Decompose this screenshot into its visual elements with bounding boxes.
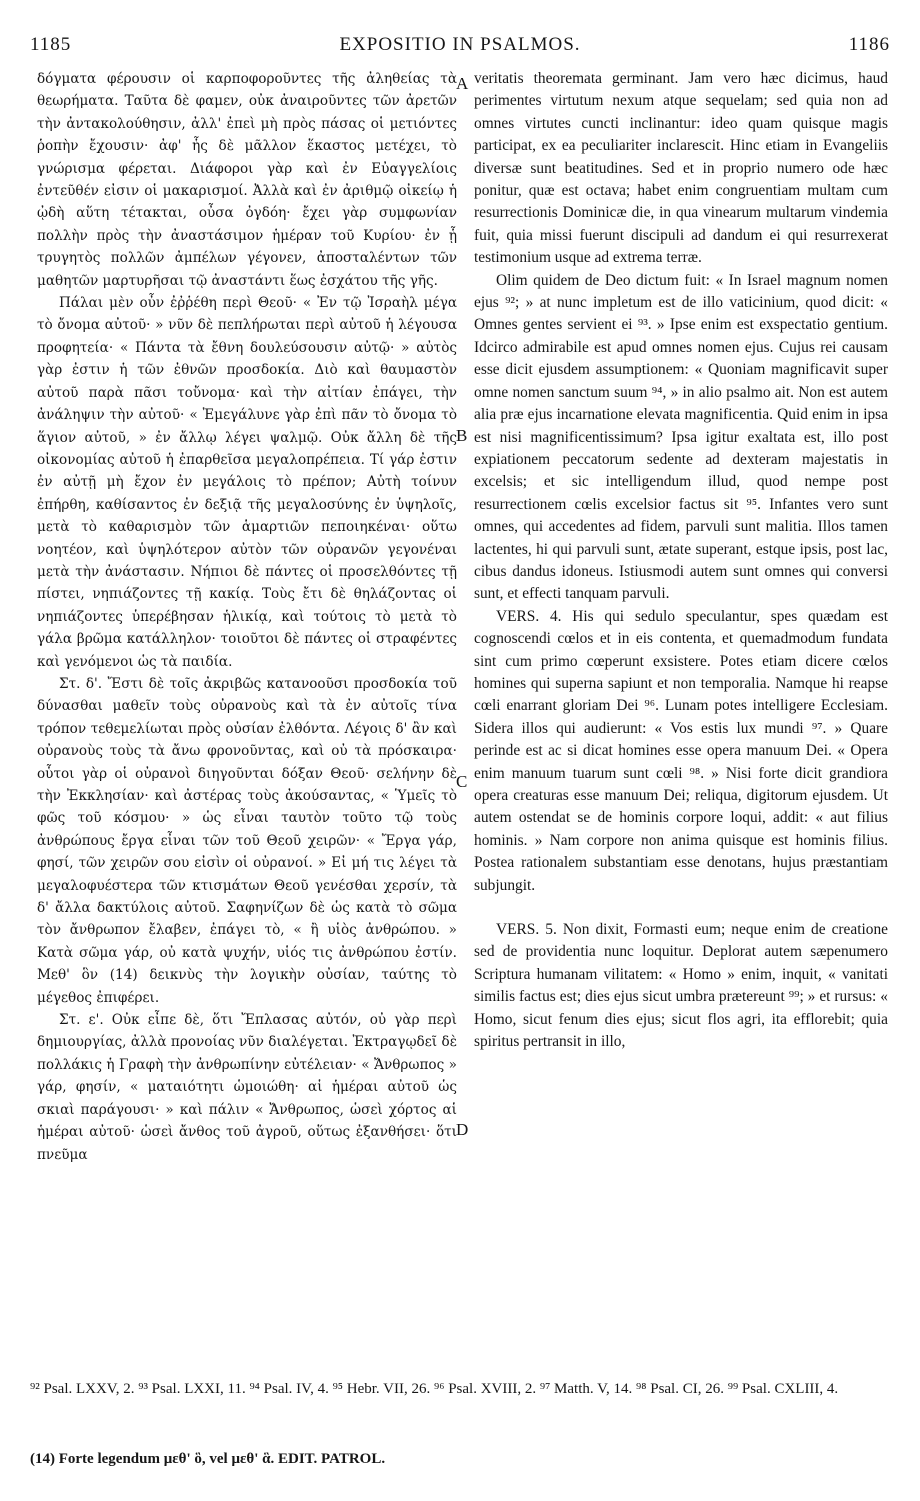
greek-paragraph: Στ. ε'. Οὐκ εἶπε δὲ, ὅτι Ἔπλασας αὐτόν, οὐ γὰρ περὶ δημιουργίας, ἀλλὰ προνοίας νῦν διαλέγεται. Ἐκτραγῳδεῖ δὲ πολλάκις ἡ Γραφὴ τὴν ἀνθρωπίνην εὐτέλειαν· « Ἄνθρωπος » γάρ, φησίν, « ματαιότητι ὡμοιώθη· αἱ ἡμέραι αὐτοῦ ὡς σκιαὶ παράγουσι· » καὶ πάλιν « Ἄνθρωπος, ὡσεὶ χόρτος αἱ ἡμέραι αὐτοῦ· ὡσεὶ ἄνθος τοῦ ἀγροῦ, οὕτως ἐξανθήσει· ὅτι πνεῦμα [37, 1012, 457, 1163]
footnotes: ⁹² Psal. LXXV, 2. ⁹³ Psal. LXXI, 11. ⁹⁴ Psal. IV, 4. ⁹⁵ Hebr. VII, 26. ⁹⁶ Psal. XVIII, 2. ⁹⁷ Matth. V, 14. ⁹⁸ Psal. CI, 26. ⁹⁹ Psal. CXLIII, 4. [30, 1381, 839, 1397]
margin-marker-d: D [456, 1120, 469, 1139]
page-number-left: 1185 [30, 34, 72, 55]
latin-paragraph: VERS. 4. His qui sedulo speculantur, spes quædam est cognoscendi cœlos et in eis contenta, et quemadmodum fundata sint cum primo cœperunt exsistere. Potes etiam dicere cœlos homines qui superna sapiunt et non temporalia. Namque hi reapse cœli enarrant gloriam Dei ⁹⁶. Lunam potes intelligere Ecclesiam. Sidera illos qui audierunt: « Vos estis lux mundi ⁹⁷. » Quare perinde est ac si dicat homines esse opera manuum Dei. « Opera enim manuum tuarum sunt cœli ⁹⁸. » Nisi forte dicit grandiora opera creaturas esse manuum Dei; reliqua, digitorum ejusdem. Ut autem ostendat se de hominis corpore loqui, addit: « aut filius hominis. » Nam corpore non anima quisque est hominis filius. Postea rationalem substantiam esse denotans, hujus præstantiam subjungit. [474, 607, 888, 894]
latin-paragraph: veritatis theoremata germinant. Jam vero hæc dicimus, haud perimentes virtutum nexum atque sequelam; sed quia non ad omnes virtutes cuncti inclinantur: ideo quam quisque magis participat, ex ea peculiariter inclarescit. Hinc etiam in Evangeliis diversæ sunt beatitudines. Sed et in proprio numero ode hæc ponitur, quæ est octava; habet enim congruentiam multam cum resurrectionis Dominicæ die, in qua vinearum multarum vindemia fuit, quia missi fuerunt discipuli ad dandum ei qui resurrexerat testimonium usque ad extrema terræ. [474, 70, 888, 267]
latin-column [474, 68, 888, 1368]
latin-paragraph: VERS. 5. Non dixit, Formasti eum; neque enim de creatione sed de providentia nunc loquitur. Deplorat autem sæpenumero Scriptura humanam vilitatem: « Homo » enim, inquit, « vanitati similis factus est; dies ejus sicut umbra prætereunt ⁹⁹; » et rursus: « Homo, sicut fenum dies ejus; sicut flos agri, ita efflorebit; quia spiritus pertransit in illo, [474, 921, 888, 1051]
editor-note: (14) Forte legendum μεθ' ὃ, vel μεθ' ἃ. EDIT. PATROL. [30, 1451, 386, 1467]
margin-marker-c: C [456, 772, 468, 791]
running-title: EXPOSITIO IN PSALMOS. [339, 34, 581, 55]
greek-column [37, 68, 457, 1368]
margin-marker-a: A [456, 74, 469, 93]
page-number-right: 1186 [848, 34, 890, 55]
page-header [30, 34, 890, 64]
greek-paragraph: Στ. δ'. Ἔστι δὲ τοῖς ἀκριβῶς κατανοοῦσι προσδοκία τοῦ δύνασθαι μαθεῖν τοὺς οὐρανοὺς καὶ τὰ ἐν αὐτοῖς τίνα τρόπον τεθεμελίωται πρὸς οὐσίαν ἐλθόντα. Λέγοις δ' ἂν καὶ οὐρανοὺς τοὺς τὰ ἄνω φρονοῦντας, καὶ οὐ τὰ πρόσκαιρα· οὗτοι γὰρ οἱ οὐρανοὶ διηγοῦνται δόξαν Θεοῦ· σελήνην δὲ τὴν Ἐκκλησίαν· καὶ ἀστέρας τοὺς ἀκούσαντας, « Ὑμεῖς τὸ φῶς τοῦ κόσμου· » ὡς εἶναι ταυτὸν τοῦτο τῷ τοὺς ἀνθρώπους ἔργα εἶναι τῶν τοῦ Θεοῦ χειρῶν· « Ἔργα γάρ, φησί, τῶν χειρῶν σου εἰσὶν οἱ οὐρανοί. » Εἰ μή τις λέγει τὰ μεγαλοφυέστερα τῶν κτισμάτων Θεοῦ γενέσθαι χερσίν, τὰ δ' ἄλλα δακτύλοις αὐτοῦ. Σαφηνίζων δὲ ὡς κατὰ τὸ σῶμα τὸν ἄνθρωπον ἔλαβεν, ἐπάγει τὸ, « ἢ υἱὸς ἀνθρώπου. » Κατὰ σῶμα γάρ, οὐ κατὰ ψυχήν, υἱός τις ἀνθρώπου ἐστίν. Μεθ' ὃν (14) δεικνὺς τὴν λογικὴν οὐσίαν, ταύτης τὸ μέγεθος ἐπιφέρει. [37, 675, 457, 1006]
greek-paragraph: δόγματα φέρουσιν οἱ καρποφοροῦντες τῆς ἀληθείας τὰ θεωρήματα. Ταῦτα δὲ φαμεν, οὐκ ἀναιροῦντες τῶν ἀρετῶν τὴν ἀντακολούθησιν, ἀλλ' ἐπεὶ μὴ πρὸς πάσας οἱ μετιόντες ῥοπὴν ἔχουσιν· ἀφ' ἧς δὲ μᾶλλον ἕκαστος μετέχει, τὸ γνώρισμα φέρεται. Διάφοροι γὰρ καὶ ἐν Εὐαγγελίοις ἐντεῦθέν εἰσιν οἱ μακαρισμοί. Ἀλλὰ καὶ ἐν ἀριθμῷ οἰκείῳ ἡ ᾠδὴ αὕτη τέτακται, οὖσα ὀγδόη· ἔχει γὰρ συμφωνίαν πολλὴν πρὸς τὴν ἀναστάσιμον ἡμέραν τοῦ Κυρίου· ἐν ᾗ τρυγητὸς πολλῶν ἀμπέλων γέγονεν, ἀποσταλέντων τῶν μαθητῶν μαρτυρῆσαι τῷ ἀναστάντι ἕως ἐσχάτου τῆς γῆς. [37, 71, 457, 289]
margin-marker-b: B [456, 426, 468, 445]
greek-paragraph: Πάλαι μὲν οὖν ἐῤῥέθη περὶ Θεοῦ· « Ἐν τῷ Ἰσραὴλ μέγα τὸ ὄνομα αὐτοῦ· » νῦν δὲ πεπλήρωται περὶ αὐτοῦ ἡ λέγουσα προφητεία· « Πάντα τὰ ἔθνη δουλεύσουσιν αὐτῷ· » αὐτὸς γὰρ ἐστιν ἡ τῶν ἐθνῶν προσδοκία. Διὸ καὶ θαυμαστὸν αὐτοῦ παρὰ πᾶσι τοὔνομα· καὶ τὴν αἰτίαν ἐπάγει, τὴν ἀνάληψιν τὴν αὐτοῦ· « Ἐμεγάλυνε γὰρ ἐπὶ πᾶν τὸ ὄνομα τὸ ἅγιον αὐτοῦ, » ἐν ἄλλῳ λέγει ψαλμῷ. Οὐκ ἄλλη δὲ τῆς οἰκονομίας αὐτοῦ ἡ ἐπαρθεῖσα μεγαλοπρέπεια. Τί γάρ ἐστιν ἐν αὐτῇ μὴ ἔχον ἐν μεγάλοις τὸ πρέπον; Αὐτὴ τοίνυν ἐπήρθη, καθίσαντος ἐν δεξιᾷ τῆς μεγαλοσύνης ἐν ὑψηλοῖς, μετὰ τὸ καθαρισμὸν τῶν ἁμαρτιῶν πεποιηκέναι· οὕτω νοητέον, καὶ ὑψηλότερον αὐτὸν τῶν οὐρανῶν γεγονέναι μετὰ τὴν ἀνάστασιν. Νήπιοι δὲ πάντες οἱ προσελθόντες τῇ πίστει, νηπιάζοντες τῇ κακίᾳ. Τοὺς ἔτι δὲ θηλάζοντας οἱ νηπιάζοντες ὑπερέβησαν ἡλικίᾳ, καὶ τούτοις τὸ μετὰ τὸ γάλα βρῶμα κατάλληλον· τοιοῦτοι δὲ πάντες οἱ στραφέντες καὶ γενόμενοι ὡς τὰ παιδία. [37, 295, 457, 670]
latin-paragraph: Olim quidem de Deo dictum fuit: « In Israel magnum nomen ejus ⁹²; » at nunc impletum est de illo vaticinium, quod dicit: « Omnes gentes servient ei ⁹³. » Ipse enim est exspectatio gentium. Idcirco admirabile est apud omnes nomen ejus. Cujus rei causam esse dicit ejusdem assumptionem: « Quoniam magnificavit super omne nomen sanctum suum ⁹⁴, » in alio psalmo ait. Non est autem alia præ ejus incarnatione elevata magnificentia. Quid enim in ipsa est nisi magnificentissimum? Ipsa igitur exaltata est, illo post expiationem peccatorum sedente ad dexteram majestatis in excelsis; et sic intelligendum illud, quod nempe post resurrectionem cœlis excelsior factus sit ⁹⁵. Infantes vero sunt omnes, qui accedentes ad fidem, parvuli sunt malitia. Illos tamen lactentes, hi qui parvuli sunt, ætate superant, estque ipsis, post lac, cibus dandus idoneus. Istiusmodi autem sunt omnes qui conversi sunt, et effecti tanquam parvuli. [474, 271, 888, 603]
